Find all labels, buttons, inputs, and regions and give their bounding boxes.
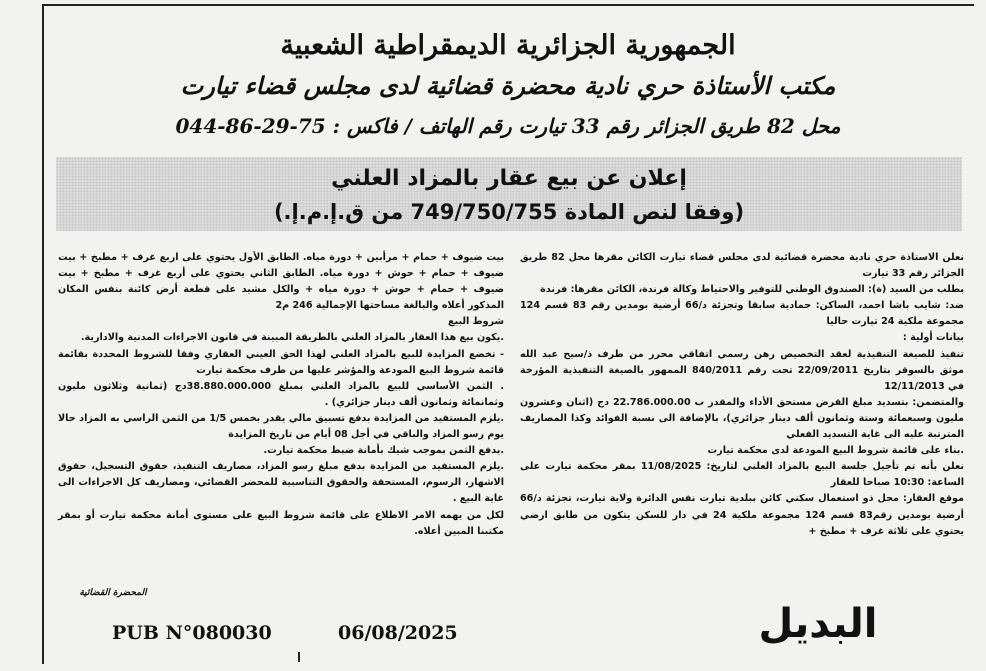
paragraph: بطلب من السيد (ة): الصندوق الوطني للتوفير والاحتياط وكالة فرندة، الكائن مقرها: فرندة [540, 284, 964, 296]
left-text-column [58, 250, 504, 540]
paragraph: والمتضمن: بتسديد مبلغ القرض مستحق الأداء والمقدر ب 22.786.000.00 دج (اثنان وعشرون مليون وسبعمائة وستة وثمانون ألف دينار جزائري)، بالإضافة الى نسبة الفوائد وكذا المصاريف المترتبة عليه الى غاية التسديد الفعلي [520, 396, 964, 441]
publication-date: 06/08/2025 [338, 622, 458, 644]
office-address: محل 82 طريق الجزائر رقم 33 تيارت رقم الهاتف / فاكس : 75-29-86-044 [175, 114, 841, 138]
office-title: مكتب الأستاذة حري نادية محضرة قضائية لدى مجلس قضاء تيارت [180, 71, 836, 100]
publication-number: PUB N°080030 [112, 622, 272, 644]
banner-subtitle: (وفقا لنص المادة 749/750/755 من ق.إ.م.إ.) [273, 200, 745, 224]
banner-title: إعلان عن بيع عقار بالمزاد العلني [331, 166, 687, 191]
letterhead [46, 28, 970, 144]
announcement-banner [56, 157, 962, 231]
paragraph: - تخضع المزايدة للبيع بالمزاد العلني لهذا الحق العيني العقاري وفقا للشروط المحددة بقائمة قائمة شروط البيع المودعة والمؤشر عليها من طرف محكمة تيارت [58, 348, 504, 376]
paragraph: بيت ضيوف + حمام + مرأبين + دورة مياه. الطابق الأول يحتوي على اربع غرف + مطبخ + بيت ضيوف + حمام + حوش + دورة مياه. الطابق الثاني يحتوي على أربع غرف + مطبخ + بيت ضيوف + حمام + حوش + دورة مياه + والكل مشيد على قطعة أرض كائنة بنفس المكان المذكور أعلاه والبالغة مساحتها الإجمالية 246 م2 [58, 252, 504, 312]
signature-label: المحضرة القضائية [79, 588, 147, 598]
paragraph: .يلزم المستفيد من المزايدة بدفع تسبيق مالي يقدر بخمس 1/5 من الثمن الراسي به المزاد حالا يوم رسو المزاد والباقي في أجل 08 أيام من تاريخ المزايدة [58, 412, 505, 441]
paragraph: نعلن الاستاذة حري نادية محضرة قضائية لدى مجلس قضاء تيارت الكائن مقرها محل 82 طريق الجزائر رقم 33 تيارت [520, 252, 964, 280]
paragraph: .بناء على قائمة شروط البيع المودعة لدى محكمة تيارت [707, 445, 964, 457]
section-heading: شروط البيع [448, 316, 504, 328]
republic-title: الجمهورية الجزائرية الديمقراطية الشعبية [280, 30, 736, 61]
replacement-label: البديل [758, 601, 878, 647]
paragraph: .يدفع الثمن بموجب شيك بأمانة ضبط محكمة تيارت. [263, 445, 504, 457]
paragraph: .يكون بيع هذا العقار بالمزاد العلني بالطريقة المبينة في قانون الاجراءات المدنية والادارية. [80, 332, 504, 344]
right-text-column [520, 250, 964, 540]
paragraph: نعلن بأنه تم تأجيل جلسة البيع بالمزاد العلني لتاريخ: 11/08/2025 بمقر محكمة تيارت على الساعة: 10:30 صباحا للعقار [520, 461, 964, 489]
paragraph: .يلزم المستفيد من المزايدة بدفع مبلغ رسو المزاد، مصاريف التنفيذ، حقوق التسجيل، حقوق الاشهار، الرسوم، المستحقة والحقوق التناسبية للمحضر القضائي، ومصاريف كل الاجراءات الى غاية البيع . [58, 461, 504, 505]
paragraph: . الثمن الأساسي للبيع بالمزاد العلني بمبلغ 38.880.000.000دج (ثمانية وثلاثون مليون وثمانمائة وثمانون ألف دينار جزائري) . [58, 380, 504, 408]
paragraph: ضد: شايب باشا احمد، الساكن: حمادية سابقا وتجزئة د/66 أرضية بومدين رقم 83 قسم 124 مجموعة ملكية 24 تيارت حاليا [520, 300, 965, 328]
paragraph: موقع العقار: محل ذو استعمال سكني كائن ببلدية تيارت نفس الدائرة ولاية تيارت، تجزئة د/66 أرضية بومدين رقم83 قسم 124 مجموعة ملكية 24 في دار للسكن يتكون من طابق ارضي يحتوي على ثلاثة غرف + مطبخ + [520, 493, 964, 537]
paragraph: تنفيذ للصيغة التنفيذية لعقد التخصيص رهن رسمي اتفاقي محرر من طرف ذ/سيح عبد الله موثق بالسوقر بتاريخ 22/09/2011 تحت رقم 840/2011 الممهور بالصيغة التنفيذية المؤرخة في 12/11/2013 [520, 348, 964, 392]
paragraph: بيانات أولية : [902, 332, 964, 344]
divider-tick [298, 652, 300, 662]
paragraph: لكل من يهمه الامر الاطلاع على قائمة شروط البيع على مستوى أمانة محكمة تيارت أو بمقر مكتبنا المبين أعلاه. [58, 509, 504, 537]
